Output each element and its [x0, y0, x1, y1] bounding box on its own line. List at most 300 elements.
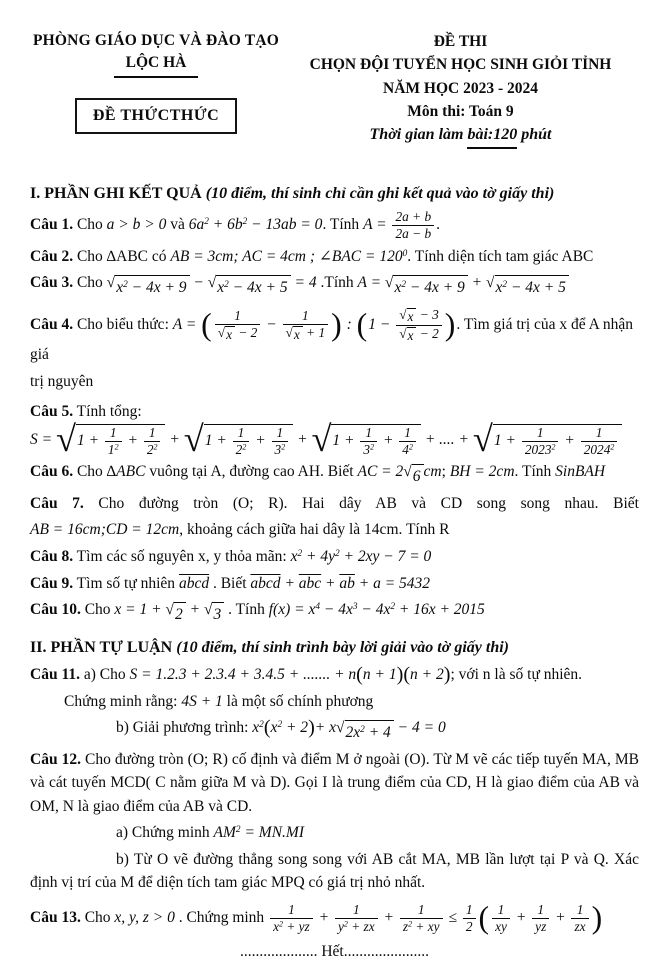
fraction [571, 902, 588, 934]
math-formula [172, 306, 457, 343]
fraction [532, 902, 549, 934]
square-root [55, 418, 166, 459]
exam-duration [282, 123, 639, 149]
exam-body [30, 182, 639, 964]
text-run: Tính tổng: [73, 403, 142, 421]
math-text: + 4y [302, 548, 335, 565]
math-text: S = [30, 431, 56, 449]
math-text: − 4x + 9 [405, 279, 465, 297]
superscript: 2 [408, 442, 413, 452]
math-text: x [252, 719, 260, 737]
math-text: x [217, 279, 225, 297]
math-text: BH = 2cm [449, 463, 515, 481]
denominator [400, 919, 443, 935]
question-7-line1 [30, 492, 639, 516]
math-text: + [123, 431, 142, 449]
math-text: 4S + 1 [181, 692, 223, 710]
math-text: 3 [274, 441, 282, 457]
question-7-line2 [30, 518, 639, 542]
math-text: + xy [412, 918, 440, 934]
numerator [532, 902, 549, 919]
math-text: x [407, 308, 414, 324]
math-text: AB = 16cm;CD = 12cm [30, 521, 180, 539]
fraction [581, 425, 618, 457]
text-run: Cho [73, 463, 107, 481]
text-run: . Tính [322, 216, 364, 234]
superscript: 4 [315, 601, 320, 612]
superscript: 2 [297, 548, 303, 559]
radicand [393, 275, 467, 300]
square-root [183, 418, 294, 459]
math-formula [114, 909, 174, 926]
text-run: ; [441, 463, 450, 481]
duration-post: phút [517, 126, 552, 143]
radical-sign: √ [384, 274, 394, 292]
math-text: 1 [109, 424, 117, 440]
subject-line: Môn thi: Toán 9 [407, 102, 514, 120]
radicand [216, 275, 290, 300]
footer-het [30, 940, 639, 964]
superscript: 2 [335, 548, 340, 559]
radical-sign: √ [106, 274, 116, 292]
numerator [360, 425, 377, 442]
section-2-heading [30, 636, 639, 660]
bold-italic-text: (10 điểm, thí sinh chỉ cần ghi kết quả vào tờ giấy thi) [205, 185, 555, 202]
math-formula [269, 601, 485, 618]
math-text: + [379, 908, 398, 926]
question-11a [30, 663, 639, 687]
math-formula [107, 463, 146, 480]
math-text: + [467, 274, 487, 292]
fraction [215, 308, 261, 342]
overline-number: abcd [250, 574, 281, 592]
radical-sign: √ [285, 324, 293, 340]
question-11b [30, 716, 639, 745]
radical-sign: √ [399, 325, 407, 341]
math-text: x [293, 326, 300, 342]
math-text: 1 [148, 424, 156, 440]
text-run: Cho đường tròn (O; R). Hai dây AB và CD song song nhau. Biết [83, 494, 639, 512]
math-text: A = [357, 274, 385, 292]
question-4 [30, 307, 639, 367]
question-label: I. PHẦN GHI KẾT QUẢ [30, 185, 206, 202]
math-text: x [270, 719, 278, 737]
denominator [105, 442, 122, 458]
fraction [360, 425, 377, 457]
math-text: x [226, 326, 232, 342]
math-text: 1 + [204, 431, 231, 449]
denominator [392, 226, 434, 242]
fraction [463, 902, 476, 934]
math-text: 1 [352, 901, 360, 917]
radicand [293, 326, 303, 343]
math-text: − 4x + 9 [127, 279, 187, 297]
text-run: . Tính [224, 601, 269, 619]
math-text: + 4 [364, 724, 391, 742]
superscript: 2 [551, 442, 556, 452]
numerator [581, 425, 618, 442]
superscript: 2 [242, 442, 247, 452]
text-run: . Tính diện tích tam giác ABC [407, 247, 594, 265]
question-12 [30, 748, 639, 819]
numerator [463, 902, 476, 919]
text-run: , khoảng cách giữa hai dây là 14cm. Tính R [179, 521, 450, 539]
math-formula [30, 521, 179, 538]
math-text: x [290, 548, 298, 565]
text-run: Cho biểu thức: [73, 315, 173, 333]
square-root [165, 602, 185, 627]
math-text: + 1 [302, 324, 326, 340]
denominator [492, 919, 510, 935]
question-5 [30, 400, 639, 457]
big-paren: ) [331, 307, 342, 343]
question-label: Câu 1. [30, 216, 74, 234]
text-run: . Biết [209, 574, 251, 592]
math-formula [189, 216, 323, 233]
square-root [336, 720, 394, 745]
question-label: Câu 4. [30, 315, 74, 333]
math-text: n + 1 [362, 665, 397, 683]
header-left [30, 30, 282, 149]
numerator [399, 425, 416, 442]
duration-underlined: bài:120 [467, 123, 517, 149]
math-text: + 2 [282, 719, 309, 737]
superscript: 2 [408, 919, 413, 929]
math-text: 1 [595, 424, 603, 440]
math-text: − 4x [357, 601, 391, 619]
radicand [212, 602, 224, 627]
superscript: 2 [204, 216, 209, 227]
question-label: Câu 3. [30, 274, 74, 292]
math-text: 2 [175, 606, 183, 624]
radicand [407, 327, 417, 344]
question-13 [30, 902, 639, 934]
radical-sign: √ [203, 601, 213, 619]
fraction [105, 425, 122, 457]
bold-italic-text: (10 điểm, thí sinh trình bày lời giải vào tờ giấy thi) [176, 638, 509, 656]
question-label: Câu 9. [30, 574, 74, 592]
math-formula [30, 418, 622, 459]
paren: ) [396, 663, 404, 686]
numerator [272, 425, 289, 442]
question-label: II. PHẦN TỰ LUẬN [30, 638, 177, 656]
exam-subtitle: CHỌN ĐỘI TUYỂN HỌC SINH GIỎI TỈNH [309, 56, 612, 74]
math-text: 1 [234, 307, 241, 323]
math-text: zx [574, 918, 586, 934]
text-run: b) Giải phương trình: [116, 719, 253, 737]
math-formula [170, 248, 407, 265]
math-formula [357, 274, 569, 297]
superscript: 2 [277, 719, 283, 730]
question-label: Câu 2. [30, 247, 74, 265]
question-2 [30, 245, 639, 269]
math-text: 1 + [332, 431, 359, 449]
math-text: AB = 3cm; AC = 4cm ; ∠BAC = 120 [170, 247, 403, 265]
math-text: + 16x + 2015 [395, 601, 485, 619]
superscript: 2 [114, 442, 119, 452]
radicand [331, 424, 421, 457]
radicand [174, 602, 186, 627]
math-formula [250, 575, 430, 592]
fraction [283, 308, 329, 342]
math-text: 2023 [524, 441, 552, 457]
math-text: 1 [404, 424, 411, 440]
exam-title: ĐỀ THI [433, 33, 488, 50]
radicand [204, 424, 294, 457]
district-name-text: LỘC HÀ [114, 52, 199, 77]
question-label: Câu 7. [30, 494, 84, 512]
paren: ( [356, 663, 363, 686]
math-text: 1 [576, 901, 584, 917]
superscript: 2 [224, 280, 229, 291]
math-text: ≤ [444, 908, 461, 926]
fraction [335, 902, 378, 934]
math-text: x [407, 327, 414, 343]
superscript: 2 [153, 442, 158, 452]
big-paren: ) [591, 900, 603, 936]
math-text: z [402, 918, 409, 934]
math-text: + [314, 908, 333, 926]
fraction [270, 902, 313, 934]
math-text: + zx [347, 918, 375, 934]
paren: ( [403, 663, 411, 686]
radical-sign: √ [207, 274, 217, 292]
radicand [345, 720, 394, 745]
square-root [399, 308, 416, 325]
overline-number: $\overline{abc}$ [298, 574, 322, 592]
math-text: x [116, 279, 124, 297]
numerator [270, 902, 313, 919]
math-text: 1 [365, 424, 373, 440]
numerator [396, 307, 442, 326]
radical-sign: √ [183, 418, 204, 459]
superscript: 2 [401, 280, 406, 291]
math-formula [268, 900, 603, 936]
big-paren: ( [356, 307, 368, 343]
math-text: 1 [237, 424, 245, 440]
fraction [392, 209, 434, 241]
question-label: Câu 5. [30, 403, 74, 421]
math-text: 1 [288, 901, 295, 917]
numerator [522, 425, 559, 442]
radical-sign: √ [217, 324, 226, 340]
denominator [283, 325, 329, 343]
math-text: + .... + [420, 431, 473, 449]
numerator [215, 308, 261, 325]
duration-pre: Thời gian làm [369, 126, 468, 143]
math-text: + [251, 431, 270, 449]
math-text: + [280, 574, 299, 592]
radicand [407, 308, 417, 325]
superscript: 0 [402, 248, 408, 259]
math-text: 1 [276, 424, 284, 440]
superscript: 2 [281, 442, 286, 452]
text-run: a) Chứng minh [116, 824, 214, 842]
math-formula [181, 693, 222, 710]
square-root [208, 275, 291, 300]
square-root [403, 464, 423, 489]
math-text: 1 [536, 424, 544, 440]
math-text: x, y, z > 0 [114, 908, 175, 926]
radicand [493, 424, 623, 457]
math-text: x [273, 918, 279, 934]
text-run: .................... Hết...................... [239, 943, 429, 961]
exam-header [30, 30, 639, 149]
superscript: 2 [259, 719, 264, 730]
radical-sign: √ [55, 418, 76, 459]
radical-sign: √ [472, 418, 493, 459]
question-label: Câu 11. [30, 665, 80, 683]
denominator [233, 442, 250, 458]
text-run: Cho [80, 601, 115, 619]
fraction [522, 425, 559, 457]
math-formula [179, 575, 209, 592]
superscript: 2 [502, 280, 508, 291]
square-root [472, 418, 622, 459]
radicand [225, 326, 235, 343]
math-text: 2a − b [395, 226, 432, 242]
fraction [144, 425, 161, 457]
question-12a [30, 821, 639, 845]
text-run: b) Từ O vẽ đường thẳng song song với AB cắt MA, MB lần lượt tại P và Q. Xác định vị trí của M để diện tích tam giác MPQ có giá trị nhỏ nhất. [30, 850, 639, 892]
radical-sign: √ [336, 719, 345, 737]
math-text: 3 [363, 441, 371, 457]
fraction [400, 902, 443, 934]
radical-sign: √ [486, 274, 495, 292]
question-label: Câu 10. [30, 601, 81, 619]
numerator [283, 308, 329, 325]
overline-number: abcd [178, 574, 210, 592]
math-text: 2024 [583, 441, 611, 457]
math-text: − 4x [320, 601, 353, 619]
text-run: . [436, 216, 440, 234]
math-text: 1 − [368, 315, 395, 333]
math-text: 6 [412, 468, 421, 486]
numerator [392, 209, 434, 226]
square-root [107, 275, 190, 300]
math-text: + 6b [208, 216, 243, 234]
math-text: + [321, 574, 340, 592]
fraction [492, 902, 510, 934]
math-text: a > b > 0 [106, 216, 167, 234]
radical-sign: √ [399, 306, 407, 322]
superscript: 2 [242, 216, 248, 227]
denominator [399, 442, 416, 458]
radical-sign: √ [311, 418, 332, 459]
math-text: 1 [537, 901, 545, 917]
superscript: 2 [123, 280, 128, 291]
question-9 [30, 572, 639, 596]
math-formula [363, 209, 436, 242]
math-text: S = 1.2.3 + 2.3.4 + 3.4.5 + ....... + n [129, 665, 357, 683]
denominator [360, 442, 377, 458]
math-text: x [495, 279, 503, 297]
big-paren: ) [444, 307, 456, 343]
section-1-heading [30, 182, 639, 206]
math-text: 1 + [76, 431, 103, 449]
fraction [272, 425, 289, 457]
math-text: + [511, 908, 531, 926]
text-run: là một số chính phương [222, 692, 374, 710]
square-root [286, 326, 303, 343]
question-label: Câu 8. [30, 548, 74, 565]
question-4-continued [30, 370, 639, 394]
math-text: 2x [345, 724, 361, 742]
math-text: 3 [213, 606, 222, 624]
math-formula [555, 463, 605, 480]
math-text: cm [423, 463, 442, 481]
denominator [396, 326, 442, 344]
question-label: Câu 6. [30, 463, 74, 481]
math-text: + [293, 431, 312, 449]
question-label: Câu 13. [30, 908, 81, 926]
square-root [218, 326, 235, 343]
text-run: trị nguyên [30, 372, 94, 390]
denominator [144, 442, 161, 458]
math-text: + [560, 431, 579, 449]
math-text: − 4x + 5 [228, 279, 288, 297]
math-formula [129, 663, 451, 686]
numerator [105, 425, 122, 442]
question-8 [30, 545, 639, 569]
math-text: 2 [146, 441, 154, 457]
text-run: Chứng minh rằng: [64, 692, 182, 710]
square-root [311, 418, 421, 459]
math-text: 2 [235, 441, 243, 457]
math-formula [107, 216, 167, 233]
radicand [495, 275, 569, 300]
superscript: 2 [390, 601, 395, 612]
radicand [115, 275, 189, 300]
math-text: n + 2 [410, 665, 444, 683]
superscript: 3 [352, 601, 358, 612]
math-formula [252, 716, 446, 742]
question-label: Câu 12. [30, 750, 81, 768]
math-text: y [337, 918, 344, 934]
text-run: . Chứng minh [174, 908, 269, 926]
header-right [282, 30, 639, 149]
fraction [396, 307, 442, 343]
math-text: − 3 [416, 306, 439, 322]
math-text: = 4 [290, 274, 317, 292]
math-text: = MN.MI [240, 824, 304, 842]
math-text: − [262, 315, 281, 333]
numerator [571, 902, 588, 919]
text-run: .Tính [316, 274, 358, 292]
numerator [144, 425, 161, 442]
math-formula [357, 463, 442, 486]
math-text: SinBAH [555, 463, 606, 481]
text-run: Tìm các số nguyên x, y thỏa mãn: [73, 548, 291, 565]
math-text: 1 [302, 307, 309, 323]
text-run: . Tìm giá trị của x để A nhận giá [30, 315, 634, 364]
text-run: ; với n là số tự nhiên. [450, 665, 583, 683]
denominator [522, 442, 559, 458]
superscript: 2 [343, 919, 348, 929]
big-paren: ( [201, 307, 212, 343]
math-text: 1 [417, 901, 425, 917]
square-root [385, 275, 468, 300]
square-root [486, 275, 569, 300]
math-text: A = [363, 216, 391, 234]
denominator [532, 919, 549, 935]
math-text: : [342, 315, 356, 333]
superscript: 2 [610, 442, 615, 452]
numerator [335, 902, 378, 919]
math-text: 1 [107, 441, 115, 457]
math-text: + [551, 908, 570, 926]
math-text: − 4 = 0 [393, 719, 446, 737]
